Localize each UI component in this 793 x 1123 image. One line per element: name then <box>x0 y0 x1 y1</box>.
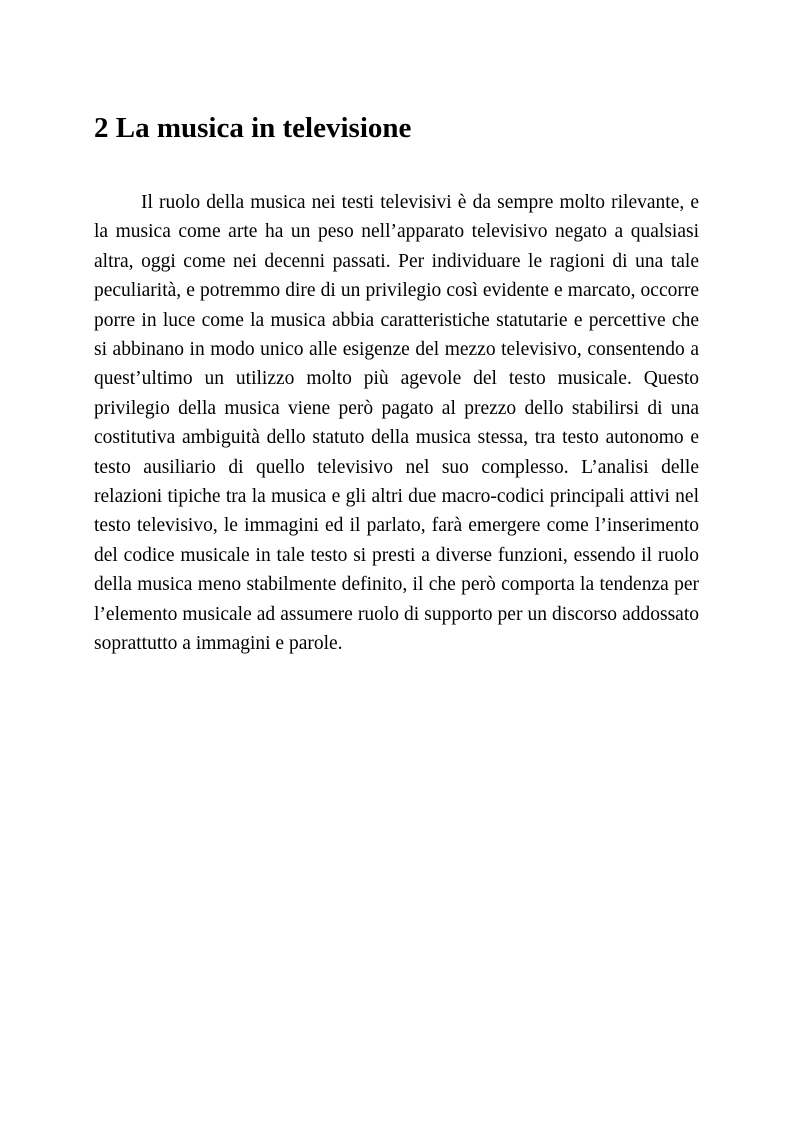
chapter-title: 2 La musica in televisione <box>94 112 412 144</box>
body-paragraph: Il ruolo della musica nei testi televisivi è da sempre molto rilevante, e la musica come arte ha un peso nell’apparato televisivo negato a qualsiasi altra, oggi come nei decenni passati. Per individuare le ragioni di una tale peculiarità, e potremmo dire di un privilegio così evidente e marcato, occorre porre in luce come la musica abbia caratteristiche statutarie e percettive che si abbinano in modo unico alle esigenze del mezzo televisivo, consentendo a quest’ultimo un utilizzo molto più agevole del testo musicale. Questo privilegio della musica viene però pagato al prezzo dello stabilirsi di una costitutiva ambiguità dello statuto della musica stessa, tra testo autonomo e testo ausiliario di quello televisivo nel suo complesso. L’analisi delle relazioni tipiche tra la musica e gli altri due macro-codici principali attivi nel testo televisivo, le immagini ed il parlato, farà emergere come l’inserimento del codice musicale in tale testo si presti a diverse funzioni, essendo il ruolo della musica meno stabilmente definito, il che però comporta la tendenza per l’elemento musicale ad assumere ruolo di supporto per un discorso addossato soprattutto a immagini e parole. <box>94 192 699 655</box>
